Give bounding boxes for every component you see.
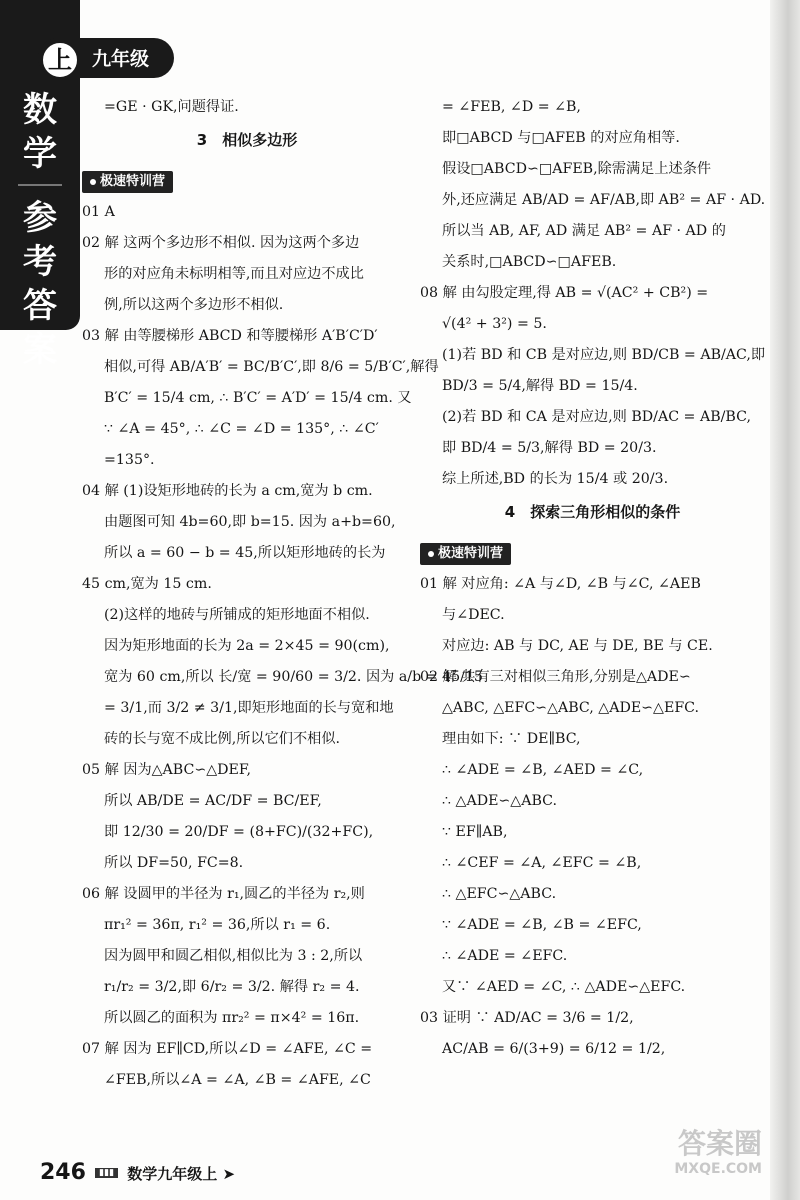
watermark: [642, 1128, 762, 1194]
text-line: 即 BD/4 = 5/3,解得 BD = 20/3.: [442, 440, 657, 456]
question-line: 45 cm,宽为 15 cm.: [82, 576, 212, 592]
text-line: 关系时,□ABCD∽□AFEB.: [442, 254, 617, 270]
grade-label: 九年级: [92, 48, 150, 70]
text-line: 所以 a = 60 − b = 45,所以矩形地砖的长为: [104, 545, 386, 561]
page-footer: [40, 1160, 235, 1185]
volume-badge: 上: [40, 40, 80, 80]
question-line: 05 解 因为△ABC∽△DEF,: [82, 762, 252, 778]
question-line: 07 解 因为 EF∥CD,所以∠D = ∠AFE, ∠C =: [82, 1041, 373, 1057]
text-line: ∵ ∠A = 45°, ∴ ∠C = ∠D = 135°, ∴ ∠C′: [104, 421, 379, 437]
text-line: 假设□ABCD∽□AFEB,除需满足上述条件: [442, 161, 712, 177]
section-title: 3 相似多边形: [196, 131, 298, 149]
text-line: 由题图可知 4b=60,即 b=15. 因为 a+b=60,: [104, 514, 396, 530]
text-line: 所以圆乙的面积为 πr₂² = π×4² = 16π.: [104, 1010, 360, 1026]
question-line: 01 解 对应角: ∠A 与∠D, ∠B 与∠C, ∠AEB: [420, 576, 701, 592]
text-line: 即□ABCD 与□AFEB 的对应角相等.: [442, 130, 680, 146]
text-line: ∵ EF∥AB,: [442, 824, 508, 840]
text-line: ∴ ∠ADE = ∠EFC.: [442, 948, 568, 964]
section-badge: 极速特训营: [82, 171, 173, 193]
text-line: (2)这样的地砖与所铺成的矩形地面不相似.: [104, 607, 370, 623]
text-line: ∴ ∠CEF = ∠A, ∠EFC = ∠B,: [442, 855, 642, 871]
text-line: ∵ ∠ADE = ∠B, ∠B = ∠EFC,: [442, 917, 642, 933]
text-line: (2)若 BD 和 CA 是对应边,则 BD/AC = AB/BC,: [442, 409, 751, 425]
text-line: 又∵ ∠AED = ∠C, ∴ △ADE∽△EFC.: [442, 979, 686, 995]
text-line: = ∠FEB, ∠D = ∠B,: [442, 99, 581, 115]
text-line: 所以 AB/DE = AC/DF = BC/EF,: [104, 793, 322, 809]
text-line: ∴ △ADE∽△ABC.: [442, 793, 558, 809]
footer-arrow-icon: ➤: [222, 1165, 236, 1183]
text-line: 即 12/30 = 20/DF = (8+FC)/(32+FC),: [104, 824, 374, 840]
text-line: BD/3 = 5/4,解得 BD = 15/4.: [442, 378, 638, 394]
text-line: =135°.: [104, 452, 155, 468]
footer-logo-icon: ▮▮▮: [95, 1168, 118, 1178]
text-line: 理由如下: ∵ DE∥BC,: [442, 731, 581, 747]
text-line: ∴ △EFC∽△ABC.: [442, 886, 557, 902]
text-line: AC/AB = 6/(3+9) = 6/12 = 1/2,: [442, 1041, 666, 1057]
text-line: △ABC, △EFC∽△ABC, △ADE∽△EFC.: [442, 700, 700, 716]
footer-book-title: 数学九年级上: [127, 1165, 218, 1183]
section-badge: 极速特训营: [420, 543, 511, 565]
text-line: 因为圆甲和圆乙相似,相似比为 3 : 2,所以: [104, 948, 363, 964]
question-line: 03 证明 ∵ AD/AC = 3/6 = 1/2,: [420, 1010, 634, 1026]
section-title: 4 探索三角形相似的条件: [504, 503, 681, 521]
text-line: 综上所述,BD 的长为 15/4 或 20/3.: [442, 471, 669, 487]
text-line: ∴ ∠ADE = ∠B, ∠AED = ∠C,: [442, 762, 644, 778]
book-spine-shadow: [770, 0, 800, 1200]
text-line: r₁/r₂ = 3/2,即 6/r₂ = 3/2. 解得 r₂ = 4.: [104, 979, 360, 995]
text-line: πr₁² = 36π, r₁² = 36,所以 r₁ = 6.: [104, 917, 331, 933]
sidebar-divider: [18, 184, 62, 186]
text-line: 例,所以这两个多边形不相似.: [104, 297, 284, 313]
text-line: 与∠DEC.: [442, 607, 505, 623]
sidebar-title-math: 数 学: [23, 90, 57, 174]
page-number: 246: [40, 1160, 86, 1185]
text-line: 相似,可得 AB/A′B′ = BC/B′C′,即 8/6 = 5/B′C′,解得: [104, 359, 439, 375]
text-line: 砖的长与宽不成比例,所以它们不相似.: [104, 731, 341, 747]
watermark-url: MXQE.COM: [674, 1161, 762, 1177]
sidebar-title-answers: 参 考 答 案: [23, 198, 57, 370]
right-column: [420, 92, 765, 1065]
question-line: 02 解 共有三对相似三角形,分别是△ADE∽: [420, 669, 691, 685]
question-line: 06 解 设圆甲的半径为 r₁,圆乙的半径为 r₂,则: [82, 886, 365, 902]
text-line: 外,还应满足 AB/AD = AF/AB,即 AB² = AF · AD.: [442, 192, 766, 208]
text-line: 所以当 AB, AF, AD 满足 AB² = AF · AD 的: [442, 223, 726, 239]
text-line: ∠FEB,所以∠A = ∠A, ∠B = ∠AFE, ∠C: [104, 1072, 371, 1088]
text-line: =GE · GK,问题得证.: [104, 99, 239, 115]
text-line: (1)若 BD 和 CB 是对应边,则 BD/CB = AB/AC,即: [442, 347, 766, 363]
question-line: 01 A: [82, 204, 115, 220]
question-line: 04 解 (1)设矩形地砖的长为 a cm,宽为 b cm.: [82, 483, 373, 499]
text-line: B′C′ = 15/4 cm, ∴ B′C′ = A′D′ = 15/4 cm. 又: [104, 390, 412, 406]
text-line: = 3/1,而 3/2 ≠ 3/1,即矩形地面的长与宽和地: [104, 700, 394, 716]
watermark-text: 答案圈: [677, 1127, 762, 1160]
text-line: 对应边: AB 与 DC, AE 与 DE, BE 与 CE.: [442, 638, 713, 654]
text-line: 形的对应角未标明相等,而且对应边不成比: [104, 266, 364, 282]
text-line: 宽为 60 cm,所以 长/宽 = 90/60 = 3/2. 因为 a/b = 45/15: [104, 669, 483, 685]
text-line: 所以 DF=50, FC=8.: [104, 855, 244, 871]
text-line: √(4² + 3²) = 5.: [442, 316, 547, 332]
question-line: 02 解 这两个多边形不相似. 因为这两个多边: [82, 235, 360, 251]
question-line: 03 解 由等腰梯形 ABCD 和等腰梯形 A′B′C′D′: [82, 328, 378, 344]
question-line: 08 解 由勾股定理,得 AB = √(AC² + CB²) =: [420, 285, 709, 301]
text-line: 因为矩形地面的长为 2a = 2×45 = 90(cm),: [104, 638, 390, 654]
